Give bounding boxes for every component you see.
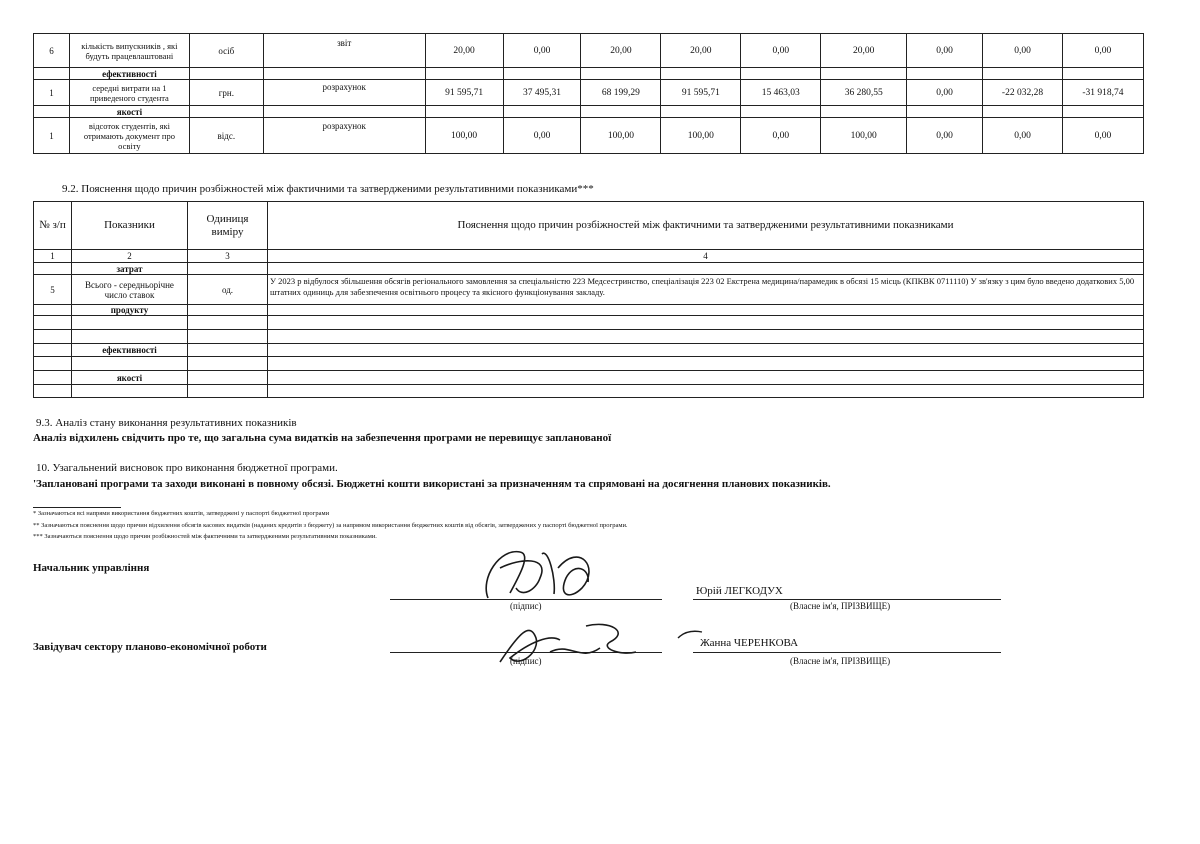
col-number: 3 xyxy=(188,250,268,263)
empty-row xyxy=(34,385,1144,398)
unit: відс. xyxy=(189,118,263,154)
row-number: 1 xyxy=(34,80,70,106)
table-row xyxy=(34,118,1144,154)
value-cell: 100,00 xyxy=(661,118,741,154)
indicator-name: Всього - середньорічне число ставок xyxy=(72,275,188,305)
signer-role: Начальник управління xyxy=(33,562,150,574)
section-row xyxy=(34,344,1144,357)
name-line xyxy=(693,599,1001,600)
section-row xyxy=(34,305,1144,316)
section-9-2-title: 9.2. Пояснення щодо причин розбіжностей між фактичними та затвердженими результативними показниками*** xyxy=(62,183,594,195)
value-cell: 0,00 xyxy=(983,118,1063,154)
signer-name: Юрій ЛЕГКОДУХ xyxy=(696,585,783,597)
header-no: № з/п xyxy=(34,202,72,250)
section-row xyxy=(34,371,1144,385)
source: розрахунок xyxy=(263,118,425,154)
unit: од. xyxy=(188,275,268,305)
value-cell: 0,00 xyxy=(983,34,1063,68)
value-cell: 36 280,55 xyxy=(821,80,907,106)
section-10-title: 10. Узагальнений висновок про виконання бюджетної програми. xyxy=(36,462,338,474)
footnote: * Зазначаються всі напрями використання бюджетних коштів, затверджені у паспорті бюджетної програми xyxy=(33,510,330,517)
value-cell: -31 918,74 xyxy=(1062,80,1143,106)
value-cell: 0,00 xyxy=(907,80,983,106)
signature-mark xyxy=(470,538,610,610)
value-cell: 0,00 xyxy=(907,118,983,154)
value-cell: 0,00 xyxy=(741,34,821,68)
col-number: 2 xyxy=(72,250,188,263)
row-number: 1 xyxy=(34,118,70,154)
empty-row xyxy=(34,357,1144,371)
footnote-divider xyxy=(33,507,121,508)
signer-role: Завідувач сектору планово-економічної роботи xyxy=(33,641,267,653)
value-cell: 100,00 xyxy=(821,118,907,154)
empty-row xyxy=(34,330,1144,344)
value-cell: 37 495,31 xyxy=(503,80,581,106)
discrepancy-table xyxy=(33,201,1144,398)
header-unit: Одиниця виміру xyxy=(188,202,268,250)
section-label: якості xyxy=(69,106,189,118)
unit: осіб xyxy=(189,34,263,68)
col-number: 1 xyxy=(34,250,72,263)
source: розрахунок xyxy=(263,80,425,106)
signer-name: Жанна ЧЕРЕНКОВА xyxy=(700,637,799,649)
footnote: ** Зазначаються пояснення щодо причин відхилення обсягів касових видатків (наданих кредитів з бюджету) за напрямом використання бюджетних коштів від обсягів, затверджених у паспорті бюджетної програми. xyxy=(33,522,628,529)
footnote: *** Зазначаються пояснення щодо причин розбіжностей між фактичними та затвердженими результативними показниками. xyxy=(33,533,377,540)
section-row xyxy=(34,263,1144,275)
table-row xyxy=(34,34,1144,68)
section-9-3-text: Аналіз відхилень свідчить про те, що загальна сума видатків на забезпечення програми не перевищує запланованої xyxy=(33,432,612,444)
results-table xyxy=(33,33,1144,154)
name-caption: (Власне ім'я, ПРІЗВИЩЕ) xyxy=(790,656,891,666)
table-row xyxy=(34,275,1144,305)
source: звіт xyxy=(263,34,425,68)
section-row xyxy=(34,68,1144,80)
value-cell: 0,00 xyxy=(503,34,581,68)
value-cell: 100,00 xyxy=(581,118,661,154)
value-cell: 15 463,03 xyxy=(741,80,821,106)
numbering-row xyxy=(34,250,1144,263)
section-label: затрат xyxy=(72,263,188,275)
value-cell: -22 032,28 xyxy=(983,80,1063,106)
header-explanation: Пояснення щодо причин розбіжностей між фактичними та затвердженими результативними показниками xyxy=(268,202,1144,250)
signature-caption: (підпис) xyxy=(510,601,542,611)
section-label: продукту xyxy=(72,305,188,316)
header-indicator: Показники xyxy=(72,202,188,250)
value-cell: 0,00 xyxy=(503,118,581,154)
section-9-3-title: 9.3. Аналіз стану виконання результативних показників xyxy=(36,417,297,429)
table-row xyxy=(34,80,1144,106)
section-label: якості xyxy=(72,371,188,385)
value-cell: 0,00 xyxy=(1062,34,1143,68)
explanation-text: У 2023 р відбулося збільшення обсягів регіонального замовлення за спеціальністю 223 Медсестринство, спеціалізація 223 02 Екстрена медицина/парамедик в обсязі 15 місць (КПКВК 0711110) У зв'язку з цим було введено додаткових 5,00 штатних одиниць для забезпечення освітнього процесу та якісного функціонування закладу. xyxy=(268,275,1144,305)
row-number: 6 xyxy=(34,34,70,68)
value-cell: 0,00 xyxy=(1062,118,1143,154)
section-label: ефективності xyxy=(72,344,188,357)
indicator-name: відсоток студентів, які отримають документ про освіту xyxy=(69,118,189,154)
value-cell: 20,00 xyxy=(425,34,503,68)
col-number: 4 xyxy=(268,250,1144,263)
signature-mark xyxy=(676,626,706,642)
section-10-text: 'Заплановані програми та заходи виконані в повному обсязі. Бюджетні кошти використані за призначенням та спрямовані на досягнення планових показників. xyxy=(33,478,831,490)
value-cell: 68 199,29 xyxy=(581,80,661,106)
section-label: ефективності xyxy=(69,68,189,80)
signature-mark xyxy=(490,612,640,674)
signature-caption: (підпис) xyxy=(510,656,542,666)
empty-row xyxy=(34,316,1144,330)
value-cell: 0,00 xyxy=(907,34,983,68)
value-cell: 91 595,71 xyxy=(425,80,503,106)
name-line xyxy=(693,652,1001,653)
indicator-name: середні витрати на 1 приведеного студента xyxy=(69,80,189,106)
value-cell: 100,00 xyxy=(425,118,503,154)
row-number: 5 xyxy=(34,275,72,305)
header-row xyxy=(34,202,1144,250)
unit: грн. xyxy=(189,80,263,106)
value-cell: 20,00 xyxy=(581,34,661,68)
value-cell: 91 595,71 xyxy=(661,80,741,106)
value-cell: 20,00 xyxy=(661,34,741,68)
name-caption: (Власне ім'я, ПРІЗВИЩЕ) xyxy=(790,601,891,611)
indicator-name: кількість випускників , які будуть працевлаштовані xyxy=(69,34,189,68)
section-row xyxy=(34,106,1144,118)
value-cell: 20,00 xyxy=(821,34,907,68)
value-cell: 0,00 xyxy=(741,118,821,154)
